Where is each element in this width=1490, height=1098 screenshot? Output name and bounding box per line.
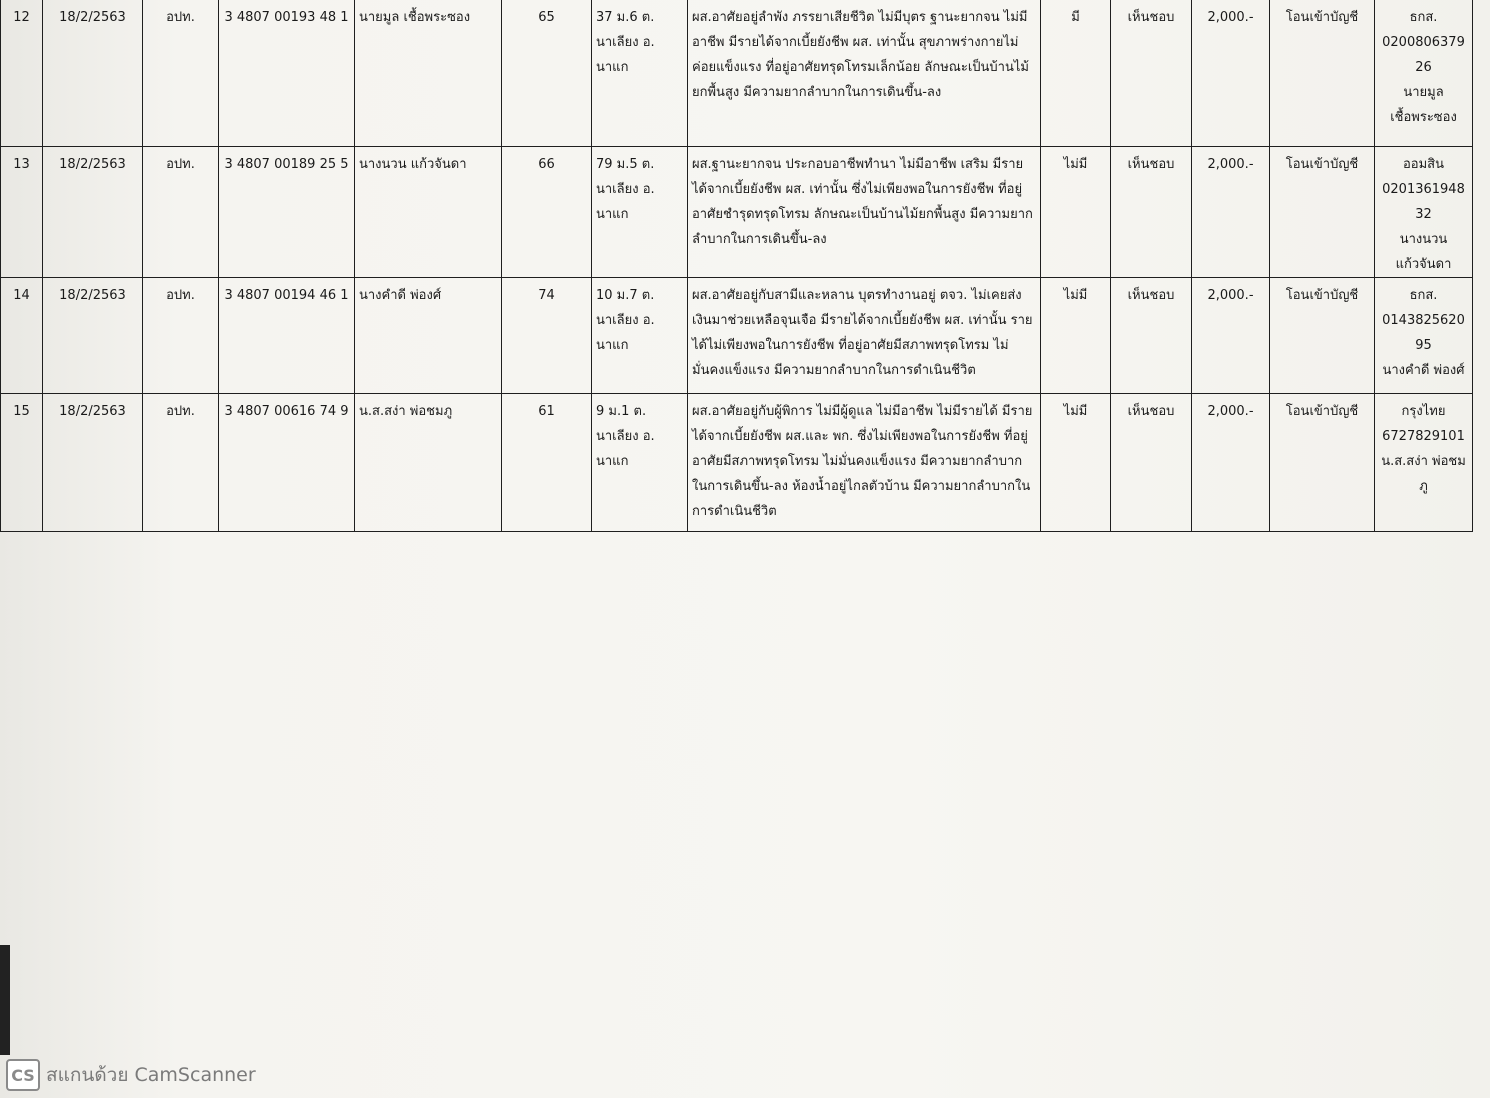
bank-account-line: แก้วจันดา xyxy=(1395,256,1452,272)
address-line: นาเลียง อ. xyxy=(596,428,655,444)
row-number: 14 xyxy=(1,277,43,393)
row-number: 13 xyxy=(1,146,43,277)
address-line: นาเลียง อ. xyxy=(596,181,655,197)
table-row xyxy=(1,277,1473,393)
address-line: นาแก xyxy=(596,337,629,353)
person-name: น.ส.สง่า พ่อชมภู xyxy=(355,393,502,531)
payment-method: โอนเข้าบัญชี xyxy=(1270,0,1375,146)
row-number: 12 xyxy=(1,0,43,146)
agency-type: อปท. xyxy=(143,393,219,531)
has-flag: ไม่มี xyxy=(1041,393,1111,531)
agency-type: อปท. xyxy=(143,146,219,277)
request-date: 18/2/2563 xyxy=(43,393,143,531)
bank-account-line: 014382562095 xyxy=(1382,312,1465,353)
scan-edge xyxy=(0,945,10,1055)
address xyxy=(592,277,688,393)
address xyxy=(592,0,688,146)
age: 66 xyxy=(502,146,592,277)
request-date: 18/2/2563 xyxy=(43,0,143,146)
approval-status: เห็นชอบ xyxy=(1111,146,1192,277)
bank-account-line: นางนวน xyxy=(1399,231,1448,247)
agency-type: อปท. xyxy=(143,277,219,393)
payment-method: โอนเข้าบัญชี xyxy=(1270,393,1375,531)
has-flag: ไม่มี xyxy=(1041,146,1111,277)
address xyxy=(592,393,688,531)
bank-account-line: ออมสิน xyxy=(1402,156,1444,172)
bank-account-line: น.ส.สง่า พ่อชมภู xyxy=(1381,453,1466,494)
citizen-id: 3 4807 00193 48 1 xyxy=(219,0,355,146)
address-line: 79 ม.5 ต. xyxy=(596,156,655,172)
address xyxy=(592,146,688,277)
row-number: 15 xyxy=(1,393,43,531)
age: 65 xyxy=(502,0,592,146)
bank-account-line: 020080637926 xyxy=(1382,35,1465,75)
camscanner-text: สแกนด้วย CamScanner xyxy=(46,1064,256,1086)
reason-text: ผส.ฐานะยากจน ประกอบอาชีพทำนา ไม่มีอาชีพ เสริม มีรายได้จากเบี้ยยังชีพ ผส. เท่านั้น ซึ่งไม่เพียงพอในการยังชีพ ที่อยู่อาศัยชำรุดทรุดโทรม ลักษณะเป็นบ้านไม้ยกพื้นสูง มีความยากลำบากในการเดินขึ้น-ลง xyxy=(688,146,1041,277)
citizen-id: 3 4807 00194 46 1 xyxy=(219,277,355,393)
address-line: นาแก xyxy=(596,206,629,222)
person-name: นางคำดี พ่องศ์ xyxy=(355,277,502,393)
table-row xyxy=(1,146,1473,277)
reason-text: ผส.อาศัยอยู่กับสามีและหลาน บุตรทำงานอยู่ ตจว. ไม่เคยส่งเงินมาช่วยเหลือจุนเจือ มีรายได้จากเบี้ยยังชีพ ผส. เท่านั้น รายได้ไม่เพียงพอในการยังชีพ ที่อยู่อาศัยมีสภาพทรุดโทรม ไม่มั่นคงแข็งแรง มีความยากลำบากในการดำเนินชีวิต xyxy=(688,277,1041,393)
amount: 2,000.- xyxy=(1192,277,1270,393)
agency-type: อปท. xyxy=(143,0,219,146)
amount: 2,000.- xyxy=(1192,393,1270,531)
person-name: นางนวน แก้วจันดา xyxy=(355,146,502,277)
bank-account xyxy=(1375,393,1473,531)
address-line: นาแก xyxy=(596,60,629,75)
age: 61 xyxy=(502,393,592,531)
bank-account-line: ธกส. xyxy=(1409,10,1438,25)
bank-account-line: 020136194832 xyxy=(1382,181,1465,222)
table-row xyxy=(1,0,1473,146)
address-line: นาเลียง อ. xyxy=(596,312,655,328)
payment-method: โอนเข้าบัญชี xyxy=(1270,146,1375,277)
bank-account xyxy=(1375,277,1473,393)
amount: 2,000.- xyxy=(1192,0,1270,146)
request-date: 18/2/2563 xyxy=(43,146,143,277)
beneficiary-table xyxy=(0,0,1473,532)
reason-text: ผส.อาศัยอยู่กับผู้พิการ ไม่มีผู้ดูแล ไม่มีอาชีพ ไม่มีรายได้ มีรายได้จากเบี้ยยังชีพ ผส.และ พก. ซึ่งไม่เพียงพอในการยังชีพ ที่อยู่อาศัยมีสภาพทรุดโทรม ไม่มั่นคงแข็งแรง มีความยากลำบากในการเดินขึ้น-ลง ห้องน้ำอยู่ไกลตัวบ้าน มีความยากลำบากในการดำเนินชีวิต xyxy=(688,393,1041,531)
has-flag: มี xyxy=(1041,0,1111,146)
approval-status: เห็นชอบ xyxy=(1111,0,1192,146)
table-row xyxy=(1,393,1473,531)
bank-account-line: เชื้อพระซอง xyxy=(1390,110,1457,125)
reason-text: ผส.อาศัยอยู่ลำพัง ภรรยาเสียชีวิต ไม่มีบุตร ฐานะยากจน ไม่มีอาชีพ มีรายได้จากเบี้ยยังชีพ ผส. เท่านั้น สุขภาพร่างกายไม่ค่อยแข็งแรง ที่อยู่อาศัยทรุดโทรมเล็กน้อย ลักษณะเป็นบ้านไม้ยกพื้นสูง มีความยากลำบากในการเดินขึ้น-ลง xyxy=(688,0,1041,146)
has-flag: ไม่มี xyxy=(1041,277,1111,393)
approval-status: เห็นชอบ xyxy=(1111,277,1192,393)
bank-account xyxy=(1375,146,1473,277)
bank-account-line: นายมูล xyxy=(1403,85,1444,100)
bank-account-line: นางคำดี พ่องศ์ xyxy=(1382,362,1465,378)
bank-account-line: 6727829101 xyxy=(1382,428,1465,444)
request-date: 18/2/2563 xyxy=(43,277,143,393)
address-line: 37 ม.6 ต. xyxy=(596,10,655,25)
address-line: 10 ม.7 ต. xyxy=(596,287,655,303)
approval-status: เห็นชอบ xyxy=(1111,393,1192,531)
person-name: นายมูล เชื้อพระซอง xyxy=(355,0,502,146)
citizen-id: 3 4807 00616 74 9 xyxy=(219,393,355,531)
address-line: นาเลียง อ. xyxy=(596,35,655,50)
address-line: 9 ม.1 ต. xyxy=(596,403,647,419)
bank-account-line: ธกส. xyxy=(1409,287,1438,303)
address-line: นาแก xyxy=(596,453,629,469)
payment-method: โอนเข้าบัญชี xyxy=(1270,277,1375,393)
amount: 2,000.- xyxy=(1192,146,1270,277)
camscanner-watermark xyxy=(6,1059,256,1091)
bank-account xyxy=(1375,0,1473,146)
citizen-id: 3 4807 00189 25 5 xyxy=(219,146,355,277)
age: 74 xyxy=(502,277,592,393)
camscanner-logo-icon: CS xyxy=(6,1059,40,1091)
bank-account-line: กรุงไทย xyxy=(1401,403,1446,419)
